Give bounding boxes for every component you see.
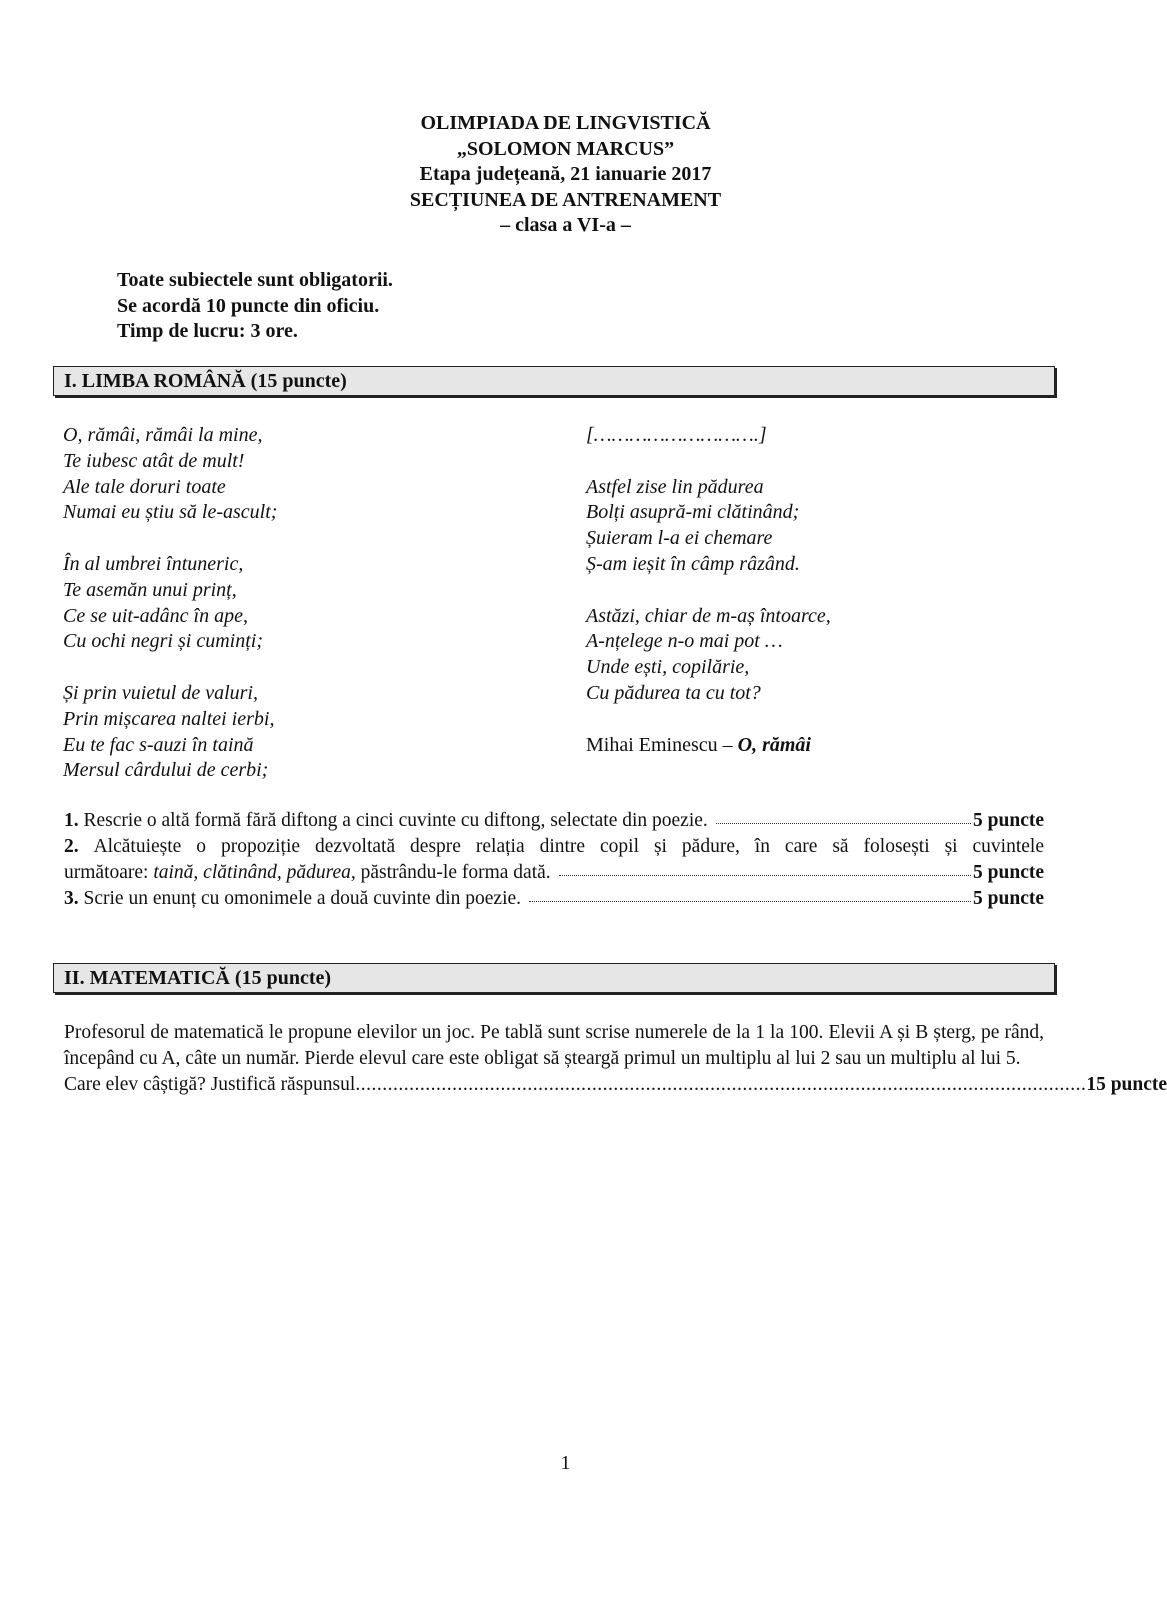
- question-number: 1.: [64, 810, 79, 831]
- poem-line: Prin mișcarea naltei ierbi,: [63, 707, 275, 730]
- question-text: Scrie un enunț cu omonimele a două cuvinte din poezie.: [83, 888, 522, 909]
- poem-line: Bolți asupră-mi clătinând;: [586, 501, 800, 524]
- poem-stanza: [63, 681, 277, 784]
- poem-stanza: [63, 552, 277, 655]
- poem-left-column: [63, 423, 277, 810]
- poem-omission-marker: [……………………….]: [586, 424, 767, 446]
- poem-author: Mihai Eminescu –: [586, 733, 733, 756]
- poem-line: Ale tale doruri toate: [63, 475, 226, 498]
- document-header: [0, 111, 1131, 239]
- question-points: 5 puncte: [973, 888, 1044, 909]
- poem-line: Ș-am ieșit în câmp râzând.: [586, 552, 800, 575]
- poem-line: Te asemăn unui prinț,: [63, 578, 237, 601]
- answer-leader: [559, 874, 971, 876]
- poem-line: Numai eu știu să le-ascult;: [63, 501, 278, 524]
- section-math-header: [53, 963, 1055, 993]
- math-question: [64, 1072, 1167, 1098]
- poem-line: Te iubesc atât de mult!: [63, 449, 245, 472]
- olympiad-name: „SOLOMON MARCUS”: [456, 137, 675, 160]
- math-problem: [64, 1020, 1167, 1098]
- poem-line: A-nțelege n-o mai pot …: [586, 630, 783, 653]
- answer-leader: ........................................................................................................................................: [355, 1074, 1087, 1095]
- poem-right-column: [586, 423, 831, 758]
- question-3: [64, 886, 1044, 912]
- section-name: SECȚIUNEA DE ANTRENAMENT: [409, 188, 722, 211]
- rule-bonus-points: Se acordă 10 puncte din oficiu.: [117, 294, 380, 317]
- poem-line: Astăzi, chiar de m-aș întoarce,: [586, 604, 831, 627]
- poem-line: În al umbrei întuneric,: [63, 552, 244, 575]
- poem-omission: [586, 423, 831, 449]
- questions-romanian: [64, 808, 1044, 912]
- poem-line: Eu te fac s-auzi în taină: [63, 733, 254, 756]
- question-1: [64, 808, 1044, 834]
- stage-date: Etapa județeană, 21 ianuarie 2017: [419, 163, 712, 185]
- poem-stanza: [63, 423, 277, 526]
- poem-line: Cu pădurea ta cu tot?: [586, 681, 761, 704]
- math-points: 15 puncte: [1086, 1074, 1167, 1095]
- question-text: păstrându-le forma dată.: [360, 862, 551, 883]
- required-words: taină, clătinând, pădurea,: [153, 862, 356, 883]
- poem-line: Astfel zise lin pădurea: [586, 475, 764, 498]
- poem-line: O, rămâi, rămâi la mine,: [63, 424, 263, 446]
- section-romanian-header: [53, 366, 1055, 396]
- math-problem-text: Profesorul de matematică le propune elevilor un joc. Pe tablă sunt scrise numerele de la 1 la 100. Elevii A și B șterg, pe rând, începând cu A, câte un număr. Pierde elevul care este obligat să șteargă primul un multiplu al lui 2 sau un multiplu al lui 5.: [64, 1022, 1044, 1069]
- poem-line: Șuieram l-a ei chemare: [586, 527, 773, 550]
- question-number: 2.: [64, 836, 79, 857]
- exam-rules: [117, 268, 393, 345]
- question-points: 5 puncte: [973, 810, 1044, 831]
- olympiad-title: OLIMPIADA DE LINGVISTICĂ: [420, 112, 711, 134]
- question-text: următoare:: [64, 862, 149, 883]
- question-text: Alcătuiește o propoziție dezvoltată despre relația dintre copil și pădure, în care să folosești și cuvintele: [93, 836, 1044, 857]
- poem-line: Unde ești, copilărie,: [586, 656, 750, 679]
- poem-stanza: [586, 475, 831, 578]
- question-number: 3.: [64, 888, 79, 909]
- poem-line: Cu ochi negri și cuminți;: [63, 630, 263, 653]
- section-math-title: II. MATEMATICĂ (15 puncte): [64, 967, 332, 989]
- poem-line: Și prin vuietul de valuri,: [63, 681, 258, 704]
- question-2-line-2: [64, 860, 1044, 886]
- section-romanian-title: I. LIMBA ROMÂNĂ (15 puncte): [64, 370, 347, 392]
- poem-stanza: [586, 604, 831, 707]
- rule-mandatory: Toate subiectele sunt obligatorii.: [117, 269, 393, 291]
- poem-title: O, rămâi: [737, 733, 811, 756]
- question-2-line-1: [64, 834, 1044, 860]
- page-number: 1: [560, 1452, 571, 1474]
- poem-attribution: [586, 733, 831, 759]
- answer-leader: [529, 900, 971, 902]
- rule-time-limit: Timp de lucru: 3 ore.: [117, 320, 298, 342]
- question-points: 5 puncte: [973, 862, 1044, 883]
- answer-leader: [716, 822, 971, 824]
- question-text: Rescrie o altă formă fără diftong a cinci cuvinte cu diftong, selectate din poezie.: [83, 810, 708, 831]
- math-question-text: Care elev câștigă? Justifică răspunsul: [64, 1074, 356, 1095]
- poem-line: Ce se uit-adânc în ape,: [63, 604, 248, 627]
- grade-level: – clasa a VI-a –: [500, 214, 631, 236]
- poem-line: Mersul cârdului de cerbi;: [63, 759, 269, 782]
